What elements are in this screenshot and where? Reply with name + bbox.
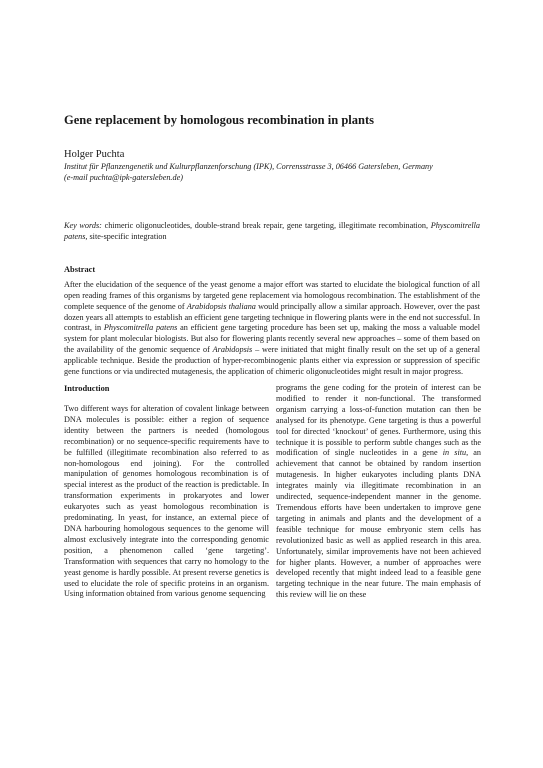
abstract-part-4: – were initiated that might finally result on the set up of a general applicable technique. Beside the production of hyper-recombinogenic plants either via expression or suppression of specific gene functions or via undirected mutagenesis, the application of chimeric oligonucleotides might result in major progress. xyxy=(64,345,480,376)
paper-title: Gene replacement by homologous recombination in plants xyxy=(64,113,374,127)
author-affiliation xyxy=(64,162,480,184)
introduction-body-left: Two different ways for alteration of covalent linkage between DNA molecules is possible: either a region of sequence identity between the partners is needed (homologous recombination) or no sequence-specific requirements have to be fulfilled (illegitimate recombination also referred to as non-homologous end joining). For the controlled manipulation of genomes homologous recombination is of special interest as the product of the reaction is predictable. In transformation experiments in prokaryotes and lower eukaryotes such as yeast homologous recombination is predominating. In yeast, for instance, an external piece of DNA harbouring homologous sequences to the genome will almost exclusively integrate into the corresponding genomic position, a phenomenon called ‘gene targeting’. Transformation with sequences that carry no homology to the yeast genome is hardly possible. At present reverse genetics is used to elucidate the role of specific proteins in an organism. Using information obtained from various genome sequencing xyxy=(64,404,269,599)
abstract-part-3: an efficient gene targeting procedure has been set up, making the moss a valuable model system for plant molecular biologists. But also for flowering plants recently several new approaches – some of them based on the availability of the genomic sequence of xyxy=(64,323,480,355)
intro-right-part-1: programs the gene coding for the protein of interest can be modified to render it non-functional. The transformed organism carrying a loss-of-function mutation can then be analysed for its phenotype. Gene targeting is thus a powerful tool for directed ‘knockout’ of genes. Furthermore, using this technique it is possible to perform subtle changes such as the modification of single nucleotides in a gene xyxy=(276,383,481,458)
left-column xyxy=(64,383,269,600)
intro-right-part-2: , an achievement that cannot be obtained by random insertion mutagenesis. In higher eukaryotes including plants DNA integrates mainly via illegitimate recombination in an undirected, sequence-independent manner in the genome. Tremendous efforts have been undertaken to improve gene targeting in animals and plants and the development of a feasible technique for mouse embryonic stem cells has revolutionized basic as well as applied research in this area. Unfortunately, similar improvements have not been achieved for higher plants. However, a number of approaches were developed recently that might indeed lead to a feasible gene targeting technique in the near future. The main emphasis of this review will lie on these xyxy=(276,448,482,600)
abstract-part-1: After the elucidation of the sequence of the yeast genome a major effort was started to elucidate the biological function of all open reading frames of this organisms by targeted gene replacement via homologous recombination. The establishment of the complete sequence of the genome of xyxy=(64,280,480,311)
keywords xyxy=(64,221,480,243)
keywords-tail: , site-specific integration xyxy=(85,231,167,241)
affiliation-address: Institut für Pflanzengenetik und Kulturpflanzenforschung (IPK), Corrensstrasse 3, 06466 Gatersleben, Germany xyxy=(64,162,433,171)
author-name: Holger Puchta xyxy=(64,149,125,160)
introduction-body-right xyxy=(276,383,481,601)
abstract-italic-2: Physcomitrella patens xyxy=(103,323,178,333)
intro-right-italic: in situ xyxy=(442,448,467,458)
abstract-italic-3: Arabidopsis xyxy=(212,345,253,355)
right-column xyxy=(276,383,481,601)
keywords-label: Key words: xyxy=(64,221,102,230)
abstract-body xyxy=(64,280,480,378)
abstract-heading: Abstract xyxy=(64,265,96,274)
abstract-part-2: would principally allow a similar approach. However, over the past dozen years all attempts to establish an efficient gene targeting technique in flowering plants were in the end not successful. In contrast, in xyxy=(64,301,480,333)
keywords-italic: Physcomitrella patens xyxy=(64,221,480,241)
keywords-text: chimeric oligonucleotides, double-strand break repair, gene targeting, illegitimate recombination, xyxy=(101,221,431,230)
introduction-heading: Introduction xyxy=(64,384,110,393)
affiliation-email: (e-mail puchta@ipk-gatersleben.de) xyxy=(64,172,183,182)
abstract-italic-1: Arabidopsis thaliana xyxy=(186,301,256,311)
